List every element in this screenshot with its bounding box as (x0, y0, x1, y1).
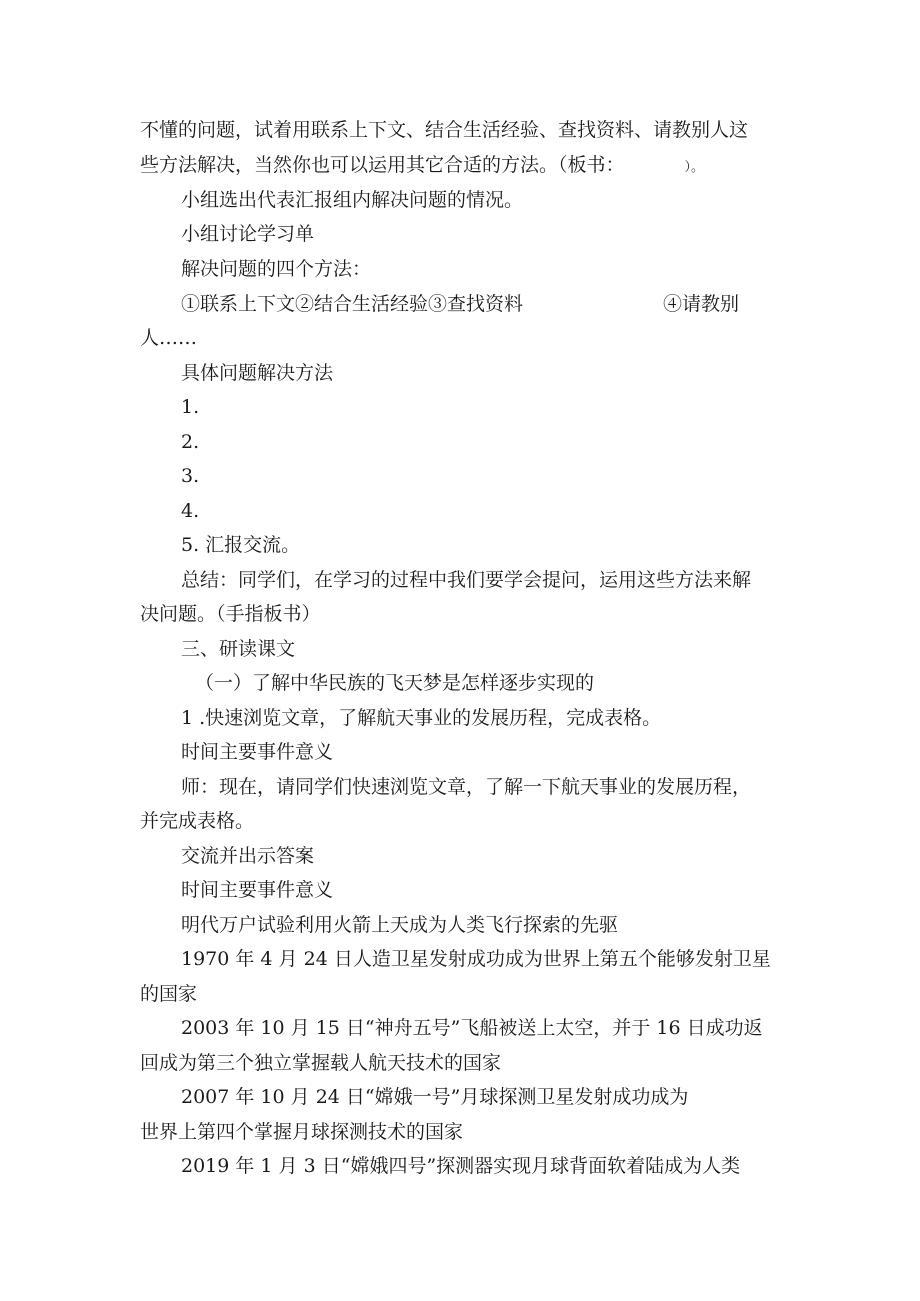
line-text: ）。 (684, 160, 705, 175)
paragraph-line: 人…… (140, 327, 198, 349)
subsection-heading: （一）了解中华民族的飞天梦是怎样逐步实现的 (195, 672, 595, 694)
line-text: ④请教别 (663, 293, 740, 315)
paragraph-line: 1. (181, 396, 200, 418)
paragraph-line: 并完成表格。 (140, 810, 255, 832)
paragraph-line: 5. 汇报交流。 (181, 534, 301, 556)
line-text: ①联系上下文②结合生活经验③查找资料 (181, 293, 524, 315)
table-header-line: 时间主要事件意义 (181, 741, 334, 763)
paragraph-line: 解决问题的四个方法： (181, 258, 372, 280)
paragraph-line: 1 .快速浏览文章，了解航天事业的发展历程，完成表格。 (181, 707, 662, 729)
table-row-line: 2007 年 10 月 24 日“嫦娥一号”月球探测卫星发射成功成为 (181, 1086, 689, 1108)
table-row-line: 2019 年 1 月 3 日“嫦娥四号”探测器实现月球背面软着陆成为人类 (181, 1155, 741, 1177)
paragraph-line: 师：现在，请同学们快速浏览文章，了解一下航天事业的发展历程， (181, 776, 752, 798)
paragraph-line (140, 153, 704, 180)
paragraph-line: 小组讨论学习单 (181, 223, 315, 245)
table-row-line: 2003 年 10 月 15 日“神舟五号”飞船被送上太空，并于 16 日成功返 (181, 1017, 763, 1039)
paragraph-line (181, 292, 739, 316)
paragraph-line: 3. (181, 465, 200, 487)
paragraph-line: 2. (181, 431, 200, 453)
paragraph-line: 4. (181, 500, 200, 522)
table-row-line: 世界上第四个掌握月球探测技术的国家 (140, 1121, 464, 1143)
table-row-line: 回成为第三个独立掌握载人航天技术的国家 (140, 1052, 502, 1074)
paragraph-line: 具体问题解决方法 (181, 362, 334, 384)
table-row-line: 1970 年 4 月 24 日人造卫星发射成功成为世界上第五个能够发射卫星 (181, 948, 771, 970)
line-text: 些方法解决，当然你也可以运用其它合适的方法。（板书： (140, 154, 625, 176)
table-row-line: 明代万户试验利用火箭上天成为人类飞行探索的先驱 (181, 914, 619, 936)
table-row-line: 的国家 (140, 983, 198, 1005)
table-header-line: 时间主要事件意义 (181, 879, 334, 901)
paragraph-line: 不懂的问题，试着用联系上下文、结合生活经验、查找资料、请教别人这 (140, 119, 749, 141)
paragraph-line: 总结：同学们，在学习的过程中我们要学会提问，运用这些方法来解 (181, 569, 752, 591)
paragraph-line: 决问题。（手指板书） (140, 603, 321, 625)
paragraph-line: 交流并出示答案 (181, 845, 315, 867)
section-heading: 三、研读课文 (181, 638, 296, 660)
paragraph-line: 小组选出代表汇报组内解决问题的情况。 (181, 189, 524, 211)
